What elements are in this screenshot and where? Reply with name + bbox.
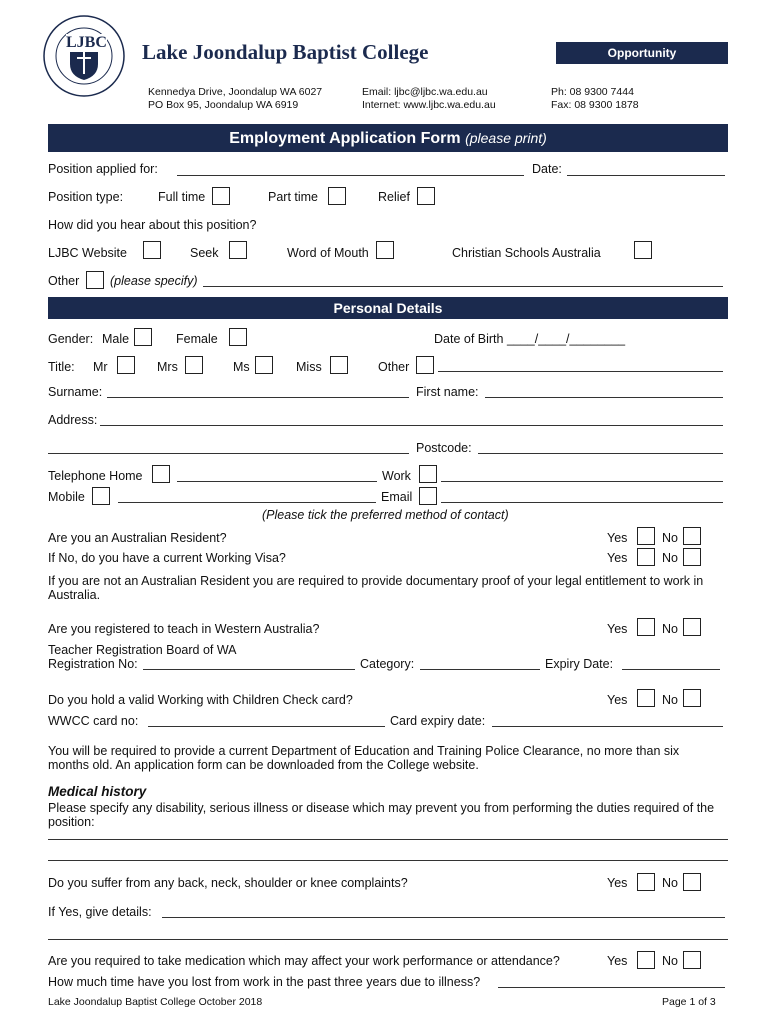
expiry-date-field[interactable]	[622, 669, 720, 670]
visa-question: If No, do you have a current Working Visa?	[48, 551, 286, 565]
back-complaints-yes-checkbox[interactable]	[637, 873, 655, 891]
ms-checkbox[interactable]	[255, 356, 273, 374]
college-logo	[36, 12, 136, 100]
other-source-checkbox[interactable]	[86, 271, 104, 289]
work-checkbox[interactable]	[419, 465, 437, 483]
part-time-checkbox[interactable]	[328, 187, 346, 205]
aus-resident-yes-label: Yes	[607, 531, 628, 545]
address-line-1: Kennedya Drive, Joondalup WA 6027	[148, 86, 323, 98]
medication-question: Are you required to take medication which may affect your work performance or attendance?	[48, 954, 560, 968]
visa-no-checkbox[interactable]	[683, 548, 701, 566]
back-complaints-yes-label: Yes	[607, 876, 628, 890]
other-source-field[interactable]	[203, 286, 723, 287]
miss-checkbox[interactable]	[330, 356, 348, 374]
please-specify-label: (please specify)	[110, 274, 198, 288]
medication-no-checkbox[interactable]	[683, 951, 701, 969]
email-checkbox[interactable]	[419, 487, 437, 505]
give-details-label: If Yes, give details:	[48, 905, 152, 919]
medication-yes-checkbox[interactable]	[637, 951, 655, 969]
mrs-label: Mrs	[157, 360, 178, 374]
form-title: Employment Application Form	[229, 130, 461, 147]
full-time-checkbox[interactable]	[212, 187, 230, 205]
address-line-2: PO Box 95, Joondalup WA 6919	[148, 99, 299, 111]
seek-checkbox[interactable]	[229, 241, 247, 259]
female-checkbox[interactable]	[229, 328, 247, 346]
date-field[interactable]	[567, 175, 725, 176]
visa-yes-label: Yes	[607, 551, 628, 565]
work-label: Work	[382, 469, 411, 483]
college-name: Lake Joondalup Baptist College	[142, 40, 429, 64]
mobile-label: Mobile	[48, 490, 85, 504]
wwcc-no-label: No	[662, 693, 678, 707]
postcode-field[interactable]	[478, 453, 723, 454]
dob-field[interactable]: Date of Birth ____/____/________	[434, 332, 626, 346]
card-expiry-label: Card expiry date:	[390, 714, 486, 728]
hear-question: How did you hear about this position?	[48, 218, 257, 232]
full-time-label: Full time	[158, 190, 206, 204]
registration-no-field[interactable]	[143, 669, 355, 670]
csa-checkbox[interactable]	[634, 241, 652, 259]
position-type-label: Position type:	[48, 190, 124, 204]
other-title-checkbox[interactable]	[416, 356, 434, 374]
mobile-field[interactable]	[118, 502, 376, 503]
internet-contact: Internet: www.ljbc.wa.edu.au	[362, 99, 496, 111]
wwcc-question: Do you hold a valid Working with Children Check card?	[48, 693, 353, 707]
time-lost-question: How much time have you lost from work in the past three years due to illness?	[48, 975, 481, 989]
email-label: Email	[381, 490, 413, 504]
miss-label: Miss	[296, 360, 322, 374]
police-clearance-note: You will be required to provide a current Department of Education and Training Police Clearance, no more than six months old. An application form can be downloaded from the College website.	[48, 744, 680, 772]
title-label: Title:	[48, 360, 75, 374]
word-of-mouth-checkbox[interactable]	[376, 241, 394, 259]
trb-label: Teacher Registration Board of WA	[48, 643, 237, 657]
gender-label: Gender:	[48, 332, 94, 346]
opportunity-badge: Opportunity	[556, 42, 728, 64]
telephone-home-field[interactable]	[177, 481, 377, 482]
wwcc-yes-checkbox[interactable]	[637, 689, 655, 707]
back-complaints-question: Do you suffer from any back, neck, shoulder or knee complaints?	[48, 876, 408, 890]
address-field-line-1[interactable]	[100, 425, 723, 426]
ms-label: Ms	[233, 360, 250, 374]
medication-no-label: No	[662, 954, 678, 968]
wwcc-no-checkbox[interactable]	[683, 689, 701, 707]
ljbc-website-checkbox[interactable]	[143, 241, 161, 259]
registered-no-checkbox[interactable]	[683, 618, 701, 636]
medical-history-heading: Medical history	[48, 784, 147, 799]
category-label: Category:	[360, 657, 415, 671]
surname-field[interactable]	[107, 397, 409, 398]
telephone-home-label: Telephone Home	[48, 469, 143, 483]
mr-label: Mr	[93, 360, 108, 374]
visa-yes-checkbox[interactable]	[637, 548, 655, 566]
position-applied-label: Position applied for:	[48, 162, 158, 176]
seek-label: Seek	[190, 246, 219, 260]
resident-note: If you are not an Australian Resident you are required to provide documentary proof of your legal entitlement to work in Australia.	[48, 574, 704, 602]
mrs-checkbox[interactable]	[185, 356, 203, 374]
female-label: Female	[176, 332, 218, 346]
details-field-line-1[interactable]	[162, 917, 725, 918]
form-title-bar	[48, 124, 728, 152]
part-time-label: Part time	[268, 190, 319, 204]
word-of-mouth-label: Word of Mouth	[287, 246, 369, 260]
contact-method-note: (Please tick the preferred method of contact)	[262, 508, 509, 522]
registered-yes-label: Yes	[607, 622, 628, 636]
csa-label: Christian Schools Australia	[452, 246, 601, 260]
footer-left: Lake Joondalup Baptist College October 2018	[48, 996, 263, 1008]
fax-contact: Fax: 08 9300 1878	[551, 99, 639, 111]
registered-question: Are you registered to teach in Western Australia?	[48, 622, 320, 636]
personal-details-header: Personal Details	[48, 297, 728, 319]
medical-field-line-2[interactable]	[48, 860, 728, 861]
medical-note: Please specify any disability, serious illness or disease which may prevent you from performing the duties required of the position:	[48, 801, 715, 829]
card-expiry-field[interactable]	[492, 726, 723, 727]
mobile-checkbox[interactable]	[92, 487, 110, 505]
aus-resident-no-label: No	[662, 531, 678, 545]
visa-no-label: No	[662, 551, 678, 565]
wwcc-card-no-field[interactable]	[148, 726, 385, 727]
wwcc-card-no-label: WWCC card no:	[48, 714, 139, 728]
medication-yes-label: Yes	[607, 954, 628, 968]
male-label: Male	[102, 332, 130, 346]
back-complaints-no-checkbox[interactable]	[683, 873, 701, 891]
expiry-date-label: Expiry Date:	[545, 657, 614, 671]
registered-yes-checkbox[interactable]	[637, 618, 655, 636]
form-title-note: (please print)	[465, 130, 547, 146]
aus-resident-yes-checkbox[interactable]	[637, 527, 655, 545]
work-phone-field[interactable]	[441, 481, 723, 482]
relief-checkbox[interactable]	[417, 187, 435, 205]
address-label: Address:	[48, 413, 98, 427]
other-title-field[interactable]	[438, 371, 723, 372]
aus-resident-question: Are you an Australian Resident?	[48, 531, 227, 545]
surname-label: Surname:	[48, 385, 103, 399]
other-title-label: Other	[378, 360, 410, 374]
medical-field-line-1[interactable]	[48, 839, 728, 840]
category-field[interactable]	[420, 669, 540, 670]
relief-label: Relief	[378, 190, 410, 204]
postcode-label: Postcode:	[416, 441, 472, 455]
address-field-line-2[interactable]	[48, 453, 409, 454]
wwcc-yes-label: Yes	[607, 693, 628, 707]
ljbc-website-label: LJBC Website	[48, 246, 127, 260]
mr-checkbox[interactable]	[117, 356, 135, 374]
other-source-label: Other	[48, 274, 80, 288]
aus-resident-no-checkbox[interactable]	[683, 527, 701, 545]
phone-contact: Ph: 08 9300 7444	[551, 86, 634, 98]
time-lost-field[interactable]	[498, 987, 725, 988]
email-field[interactable]	[441, 502, 723, 503]
first-name-field[interactable]	[485, 397, 723, 398]
back-complaints-no-label: No	[662, 876, 678, 890]
page-number: Page 1 of 3	[662, 996, 716, 1008]
date-label: Date:	[532, 162, 562, 176]
registration-no-label: Registration No:	[48, 657, 138, 671]
position-applied-field[interactable]	[177, 175, 524, 176]
logo-monogram: LJBC	[66, 34, 107, 51]
registered-no-label: No	[662, 622, 678, 636]
male-checkbox[interactable]	[134, 328, 152, 346]
first-name-label: First name:	[416, 385, 479, 399]
telephone-home-checkbox[interactable]	[152, 465, 170, 483]
email-contact: Email: ljbc@ljbc.wa.edu.au	[362, 86, 488, 98]
details-field-line-2[interactable]	[48, 939, 728, 940]
